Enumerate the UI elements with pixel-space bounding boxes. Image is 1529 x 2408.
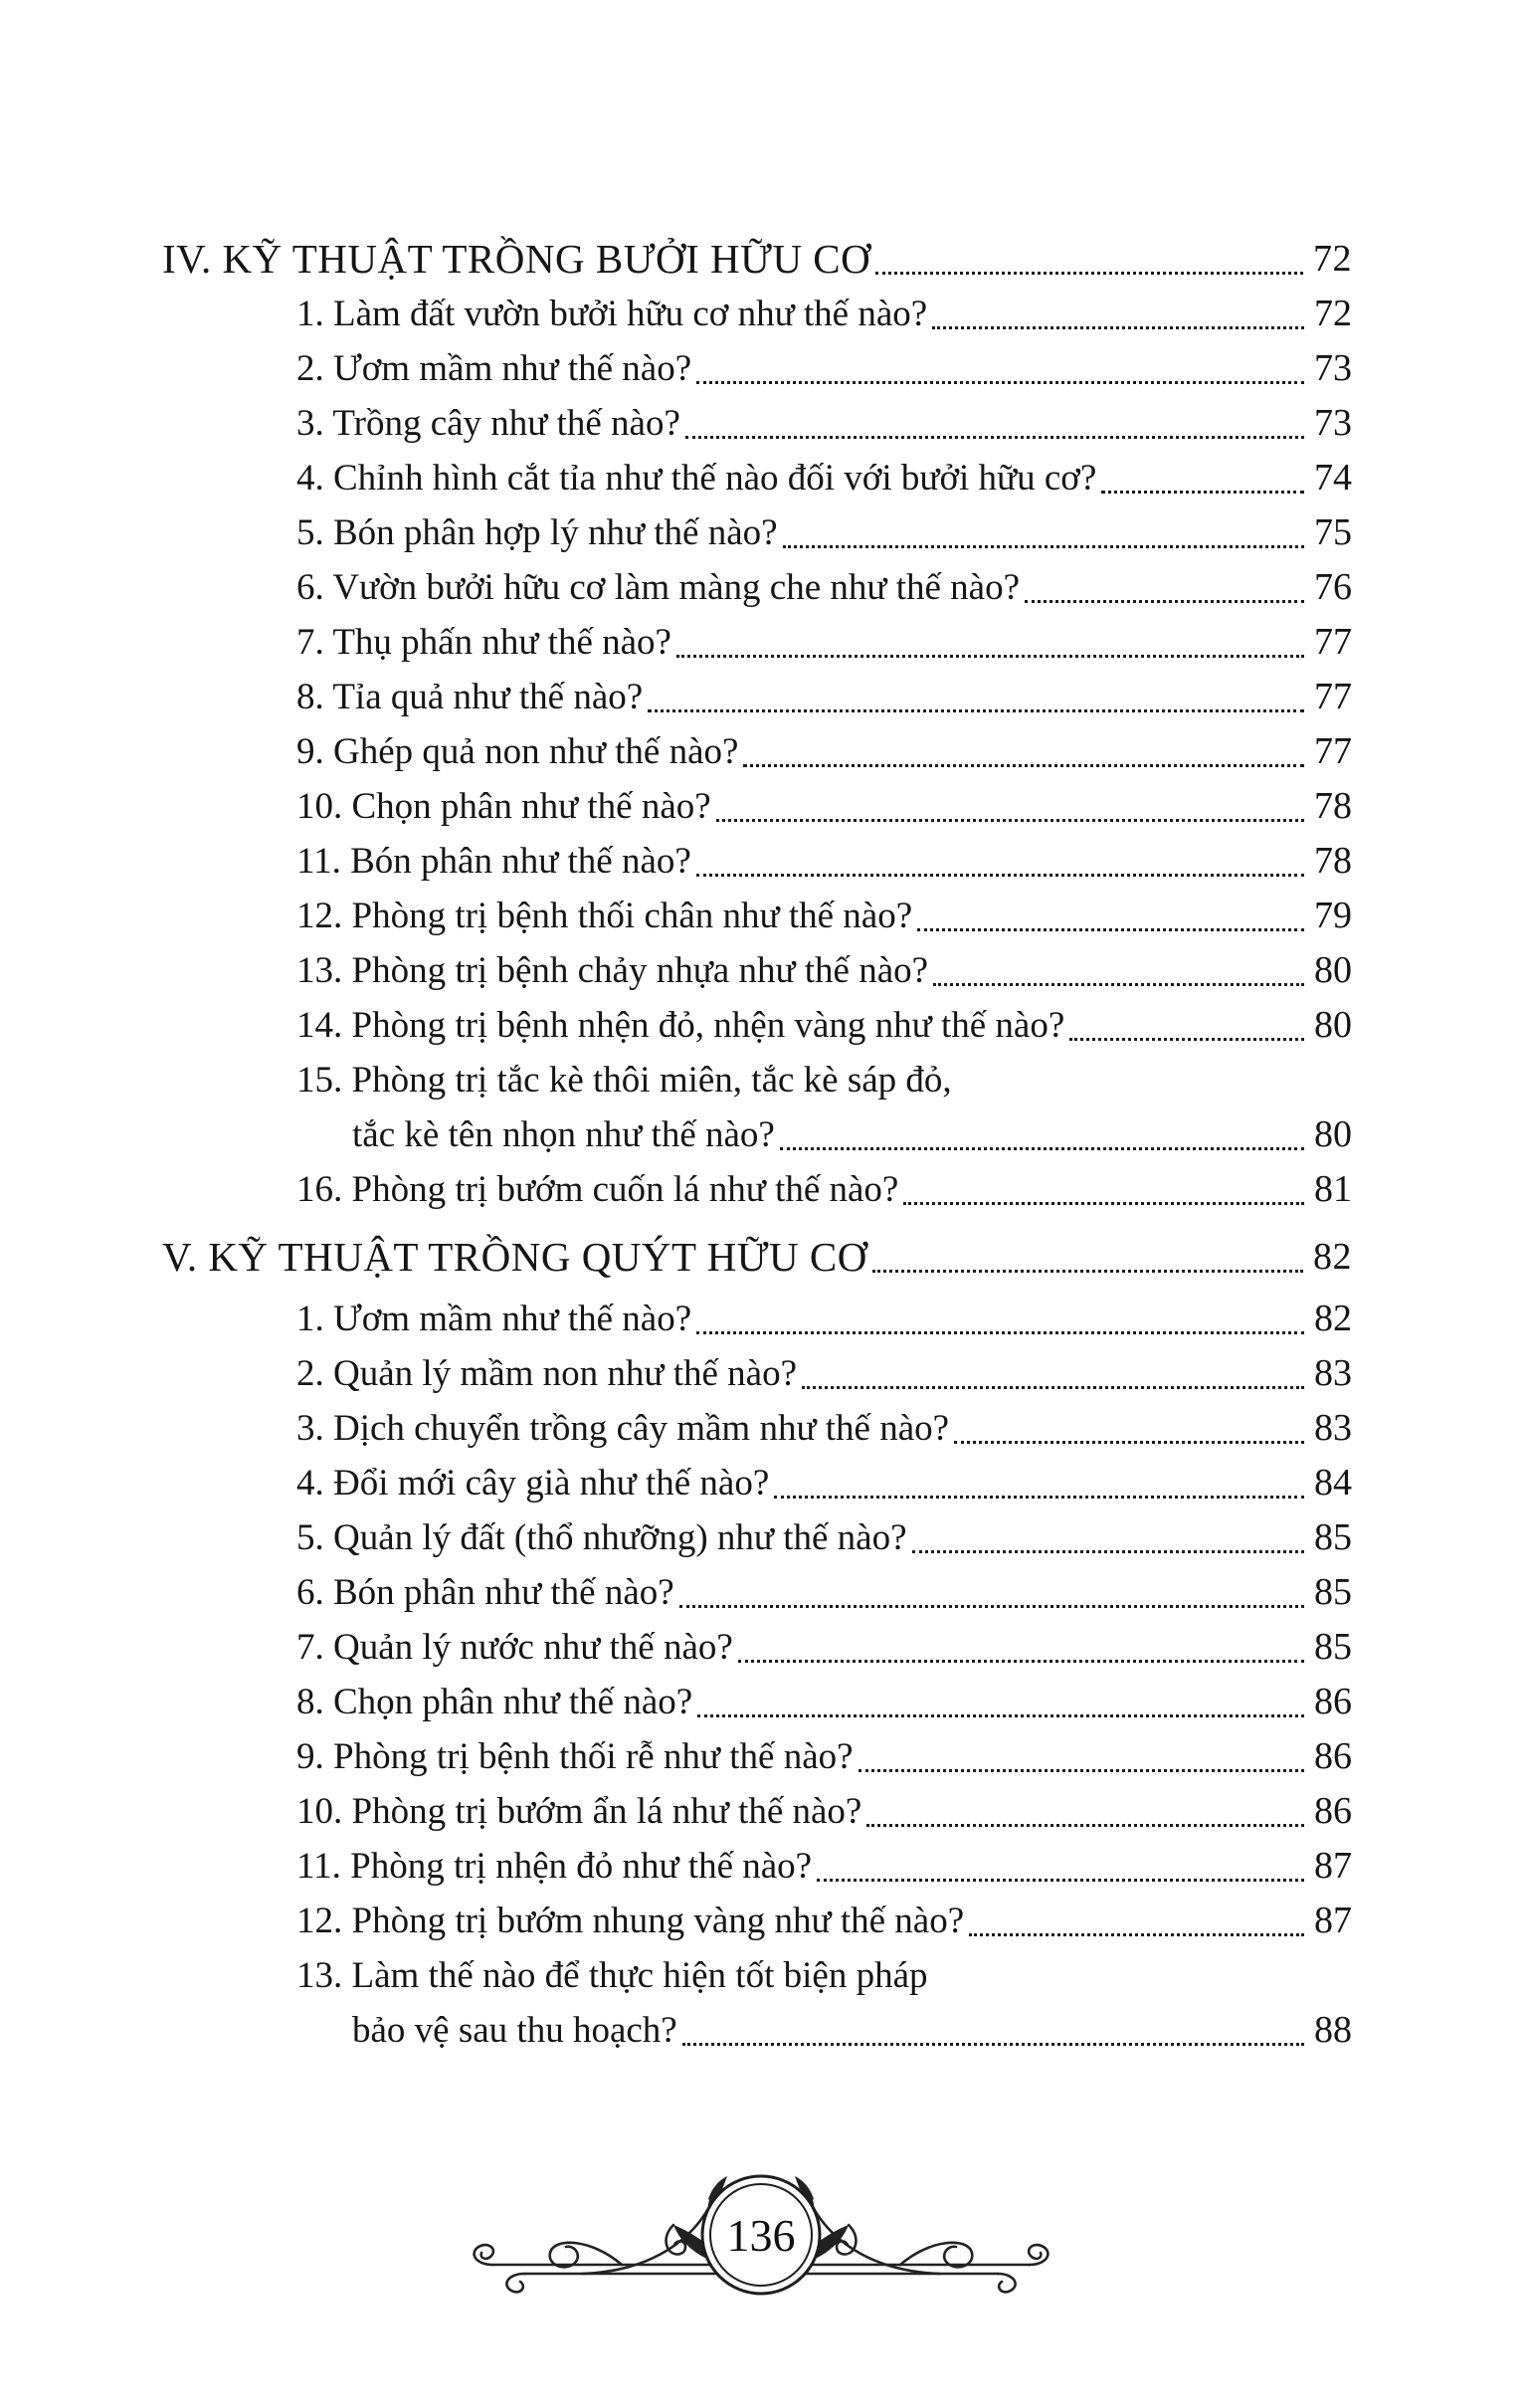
dot-leader — [682, 2043, 1304, 2046]
toc-item-text: 16. Phòng trị bướm cuốn lá như thế nào? — [296, 1169, 899, 1210]
dot-leader — [783, 545, 1304, 548]
toc-item-page-number: 87 — [1314, 1845, 1352, 1887]
dot-leader — [859, 1769, 1304, 1772]
toc-item-text: 13. Làm thế nào để thực hiện tốt biện pháp — [296, 1955, 928, 1996]
toc-item — [162, 341, 1352, 396]
toc-item-page-number: 78 — [1314, 785, 1352, 827]
toc-item — [162, 560, 1352, 615]
toc-item-text: 1. Ươm mầm như thế nào? — [296, 1299, 692, 1339]
toc-item — [162, 287, 1352, 341]
toc-item — [162, 1292, 1352, 1346]
toc-item — [162, 1894, 1352, 1948]
footer-ornament — [463, 2147, 1059, 2346]
toc-item — [162, 1346, 1352, 1401]
dot-leader — [1101, 491, 1304, 494]
toc-item-page-number: 80 — [1314, 949, 1352, 991]
dot-leader — [676, 655, 1304, 658]
folio-page-number: 136 — [726, 2210, 796, 2261]
toc-section-heading — [162, 1230, 1352, 1285]
dot-leader — [774, 1496, 1304, 1499]
toc-item-text: 8. Tỉa quả như thế nào? — [296, 677, 644, 717]
toc-item-text: tắc kè tên nhọn như thế nào? — [352, 1114, 775, 1155]
toc-item — [162, 889, 1352, 943]
toc-item-page-number: 83 — [1314, 1407, 1352, 1449]
toc — [162, 232, 1352, 2058]
dot-leader — [780, 1147, 1304, 1150]
toc-item-text: 5. Quản lý đất (thổ nhưỡng) như thế nào? — [296, 1517, 907, 1558]
dot-leader — [969, 1933, 1304, 1936]
dot-leader — [866, 1824, 1304, 1827]
toc-item-page-number: 77 — [1314, 676, 1352, 717]
section-title: V. KỸ THUẬT TRỒNG QUÝT HỮU CƠ — [162, 1234, 867, 1280]
toc-item-page-number: 85 — [1314, 1571, 1352, 1613]
toc-item-page-number: 86 — [1314, 1790, 1352, 1832]
toc-item — [162, 505, 1352, 560]
toc-item — [162, 1675, 1352, 1729]
toc-item-text: 1. Làm đất vườn bưởi hữu cơ như thế nào? — [296, 294, 928, 334]
dot-leader — [716, 819, 1304, 822]
toc-item-text: 14. Phòng trị bệnh nhện đỏ, nhện vàng như thế nào? — [296, 1005, 1065, 1046]
toc-item-text: 9. Ghép quả non như thế nào? — [296, 731, 739, 772]
toc-item-page-number: 77 — [1314, 621, 1352, 663]
toc-item — [162, 1162, 1352, 1217]
dot-leader — [1025, 600, 1304, 603]
toc-item-text: 15. Phòng trị tắc kè thôi miên, tắc kè sáp đỏ, — [296, 1060, 952, 1101]
flourish-divider-icon — [463, 2147, 1059, 2346]
dot-leader — [743, 764, 1304, 767]
toc-item — [162, 451, 1352, 505]
toc-item-page-number: 81 — [1314, 1168, 1352, 1210]
toc-item — [162, 1053, 1352, 1107]
dot-leader — [875, 272, 1303, 275]
toc-item-page-number: 75 — [1314, 511, 1352, 553]
toc-item-text: 10. Phòng trị bướm ẩn lá như thế nào? — [296, 1791, 862, 1832]
dot-leader — [696, 874, 1304, 877]
toc-item — [162, 1401, 1352, 1456]
section-page-number: 72 — [1313, 238, 1352, 280]
toc-item — [162, 1456, 1352, 1510]
toc-item-text: 7. Thụ phấn như thế nào? — [296, 622, 671, 663]
toc-item-text: 3. Dịch chuyển trồng cây mầm như thế nào? — [296, 1408, 950, 1449]
dot-leader — [738, 1660, 1304, 1663]
toc-item — [162, 779, 1352, 834]
section-title: IV. KỸ THUẬT TRỒNG BƯỞI HỮU CƠ — [162, 236, 871, 282]
dot-leader — [954, 1441, 1304, 1444]
toc-item — [162, 1839, 1352, 1894]
toc-item — [162, 834, 1352, 889]
toc-item — [162, 1510, 1352, 1565]
toc-item-text: 8. Chọn phân như thế nào? — [296, 1682, 693, 1722]
toc-item-page-number: 77 — [1314, 730, 1352, 772]
toc-item-text: 11. Phòng trị nhện đỏ như thế nào? — [296, 1846, 813, 1887]
toc-item-page-number: 78 — [1314, 840, 1352, 882]
toc-item-text: 2. Quản lý mầm non như thế nào? — [296, 1353, 798, 1394]
toc-item-page-number: 79 — [1314, 895, 1352, 936]
toc-item — [162, 1729, 1352, 1784]
toc-item-text: 11. Bón phân như thế nào? — [296, 841, 691, 882]
toc-item-text: 12. Phòng trị bệnh thối chân như thế nào? — [296, 896, 913, 936]
toc-item-text: 6. Bón phân như thế nào? — [296, 1572, 674, 1613]
toc-item-text: 4. Chỉnh hình cắt tỉa như thế nào đối với bưởi hữu cơ? — [296, 458, 1097, 499]
toc-item-text: bảo vệ sau thu hoạch? — [352, 2010, 677, 2051]
dot-leader — [903, 1202, 1304, 1205]
toc-item — [162, 1565, 1352, 1620]
dot-leader — [817, 1879, 1304, 1882]
dot-leader — [802, 1386, 1304, 1389]
dot-leader — [696, 1331, 1304, 1334]
toc-item-page-number: 86 — [1314, 1735, 1352, 1777]
toc-item-page-number: 72 — [1314, 293, 1352, 334]
dot-leader — [685, 436, 1304, 439]
toc-item-text: 3. Trồng cây như thế nào? — [296, 403, 680, 444]
toc-item — [162, 2003, 1352, 2058]
toc-item-page-number: 73 — [1314, 347, 1352, 389]
toc-item-page-number: 73 — [1314, 402, 1352, 444]
dot-leader — [1069, 1038, 1304, 1041]
toc-item-page-number: 84 — [1314, 1462, 1352, 1504]
toc-item-page-number: 82 — [1314, 1298, 1352, 1339]
toc-item — [162, 396, 1352, 451]
toc-item-text: 10. Chọn phân như thế nào? — [296, 786, 711, 827]
toc-item-page-number: 85 — [1314, 1626, 1352, 1668]
dot-leader — [696, 381, 1304, 384]
toc-item-text: 12. Phòng trị bướm nhung vàng như thế nào? — [296, 1901, 965, 1941]
toc-item-page-number: 76 — [1314, 566, 1352, 608]
toc-item — [162, 998, 1352, 1053]
toc-item-text: 4. Đổi mới cây già như thế nào? — [296, 1463, 770, 1504]
toc-item-text: 2. Ươm mầm như thế nào? — [296, 348, 692, 389]
dot-leader — [912, 1550, 1304, 1553]
dot-leader — [917, 928, 1304, 931]
toc-item — [162, 1784, 1352, 1839]
toc-item-page-number: 87 — [1314, 1900, 1352, 1941]
toc-item-text: 6. Vườn bưởi hữu cơ làm màng che như thế nào? — [296, 567, 1020, 608]
toc-item — [162, 724, 1352, 779]
toc-section-heading — [162, 232, 1352, 287]
toc-item — [162, 615, 1352, 670]
toc-item — [162, 1107, 1352, 1162]
section-page-number: 82 — [1313, 1236, 1352, 1278]
toc-item — [162, 1620, 1352, 1675]
toc-item-page-number: 80 — [1314, 1113, 1352, 1155]
toc-item-text: 7. Quản lý nước như thế nào? — [296, 1627, 733, 1668]
toc-item-page-number: 80 — [1314, 1004, 1352, 1046]
dot-leader — [932, 326, 1304, 329]
dot-leader — [679, 1605, 1304, 1608]
dot-leader — [933, 983, 1304, 986]
toc-item-text: 9. Phòng trị bệnh thối rễ như thế nào? — [296, 1736, 854, 1777]
toc-item-page-number: 88 — [1314, 2009, 1352, 2051]
toc-item-page-number: 86 — [1314, 1681, 1352, 1722]
toc-item-text: 13. Phòng trị bệnh chảy nhựa như thế nào? — [296, 950, 929, 991]
toc-item — [162, 670, 1352, 724]
toc-item — [162, 943, 1352, 998]
toc-item-page-number: 74 — [1314, 457, 1352, 499]
toc-item — [162, 1948, 1352, 2003]
dot-leader — [872, 1270, 1303, 1273]
toc-item-page-number: 83 — [1314, 1352, 1352, 1394]
dot-leader — [697, 1714, 1304, 1717]
dot-leader — [648, 709, 1304, 712]
toc-item-text: 5. Bón phân hợp lý như thế nào? — [296, 512, 778, 553]
toc-item-page-number: 85 — [1314, 1516, 1352, 1558]
